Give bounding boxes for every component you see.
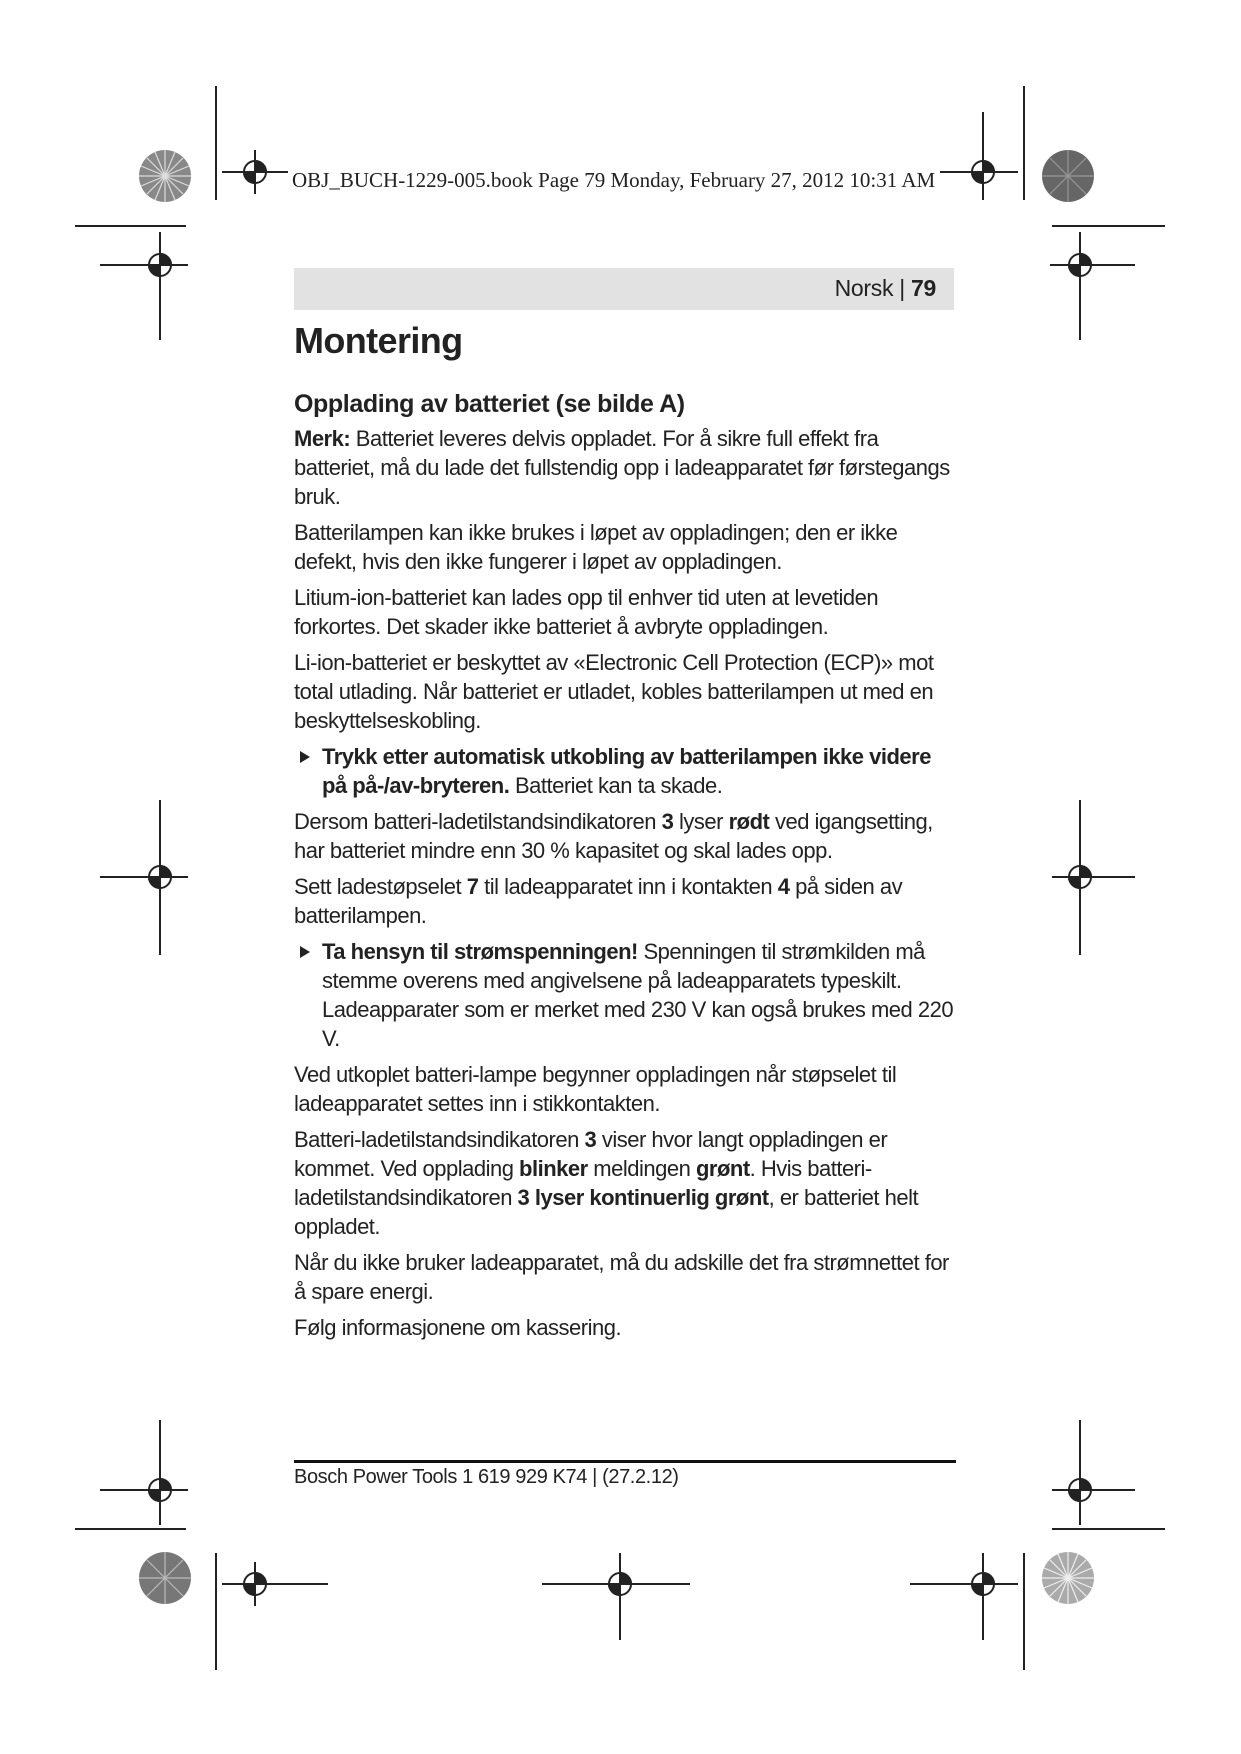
emphasis: rødt [728, 809, 770, 834]
page-content [294, 318, 956, 1349]
page-number: 79 [911, 275, 936, 301]
paragraph: Når du ikke bruker ladeapparatet, må du adskille det fra strømnettet for å spare energi. [294, 1250, 949, 1304]
section-title: Montering [294, 320, 463, 361]
emphasis: 3 lyser kontinuerlig grønt [517, 1185, 769, 1210]
subsection-title: Opplading av batteriet (se bilde A) [294, 390, 685, 418]
triangle-bullet-icon [300, 751, 310, 763]
bullet-bold-text: Trykk etter automatisk utkobling av batterilampen ikke videre på på-/av-bryteren. [322, 744, 931, 798]
warning-bullet [294, 937, 956, 1053]
text: ved igangsetting, har batteriet mindre enn 30 % kapasitet og skal lades opp. [294, 809, 933, 863]
footer-text: Bosch Power Tools 1 619 929 K74 | (27.2.12) [294, 1466, 679, 1488]
text: Dersom batteri-ladetilstandsindikatoren [294, 809, 662, 834]
bullet-bold-text: Ta hensyn til strømspenningen! [322, 939, 638, 964]
bullet-text: Spenningen til strømkilden må stemme overens med angivelsene på ladeapparatets typeskilt. Ladeapparater som er merket med 230 V kan også brukes med 220 V. [322, 939, 954, 1051]
note-label: Merk: [294, 426, 351, 451]
paragraph [294, 872, 956, 930]
bullet-text: Batteriet kan ta skade. [509, 773, 723, 798]
emphasis: blinker [519, 1156, 588, 1181]
text: meldingen [587, 1156, 696, 1181]
page-header [835, 275, 936, 302]
text: på siden av batterilampen. [294, 874, 903, 928]
header-language: Norsk [834, 275, 894, 301]
text: til ladeapparatet inn i kontakten [478, 874, 778, 899]
text: lyser [673, 809, 729, 834]
paragraph: Litium-ion-batteriet kan lades opp til enhver tid uten at levetiden forkortes. Det skader ikke batteriet å avbryte oppladingen. [294, 585, 879, 639]
header-separator: | [893, 275, 912, 301]
text: Batteri-ladetilstandsindikatoren [294, 1127, 585, 1152]
paragraph [294, 1125, 956, 1241]
ref-number: 3 [661, 809, 674, 834]
text: Sett ladestøpselet [294, 874, 467, 899]
text: viser hvor langt oppladingen er kommet. Ved opplading [294, 1127, 888, 1181]
print-header: OBJ_BUCH-1229-005.book Page 79 Monday, February 27, 2012 10:31 AM [292, 168, 936, 192]
emphasis: grønt [695, 1156, 750, 1181]
text: , er batteriet helt oppladet. [294, 1185, 919, 1239]
page-header-bar [294, 268, 954, 310]
ref-number: 3 [584, 1127, 597, 1152]
warning-bullet [294, 742, 956, 800]
paragraph: Følg informasjonene om kassering. [294, 1315, 622, 1340]
paragraph: Li-ion-batteriet er beskyttet av «Electronic Cell Protection (ECP)» mot total utlading. Når batteriet er utladet, kobles batterilampen ut med en beskyttelseskobling. [294, 650, 934, 733]
ref-number: 7 [466, 874, 479, 899]
text: . Hvis batteri-ladetilstandsindikatoren [294, 1156, 872, 1210]
paragraph: Batterilampen kan ikke brukes i løpet av oppladingen; den er ikke defekt, hvis den ikke fungerer i løpet av oppladingen. [294, 520, 898, 574]
paragraph-text: Batteriet leveres delvis oppladet. For å sikre full effekt fra batteriet, må du lade det fullstendig opp i ladeapparatet før førstegangs bruk. [294, 426, 950, 509]
triangle-bullet-icon [300, 946, 310, 958]
ref-number: 4 [777, 874, 790, 899]
paragraph [294, 807, 956, 865]
paragraph: Ved utkoplet batteri-lampe begynner oppladingen når støpselet til ladeapparatet settes inn i stikkontakten. [294, 1062, 897, 1116]
paragraph-note [294, 424, 956, 511]
footer-rule [294, 1460, 956, 1463]
